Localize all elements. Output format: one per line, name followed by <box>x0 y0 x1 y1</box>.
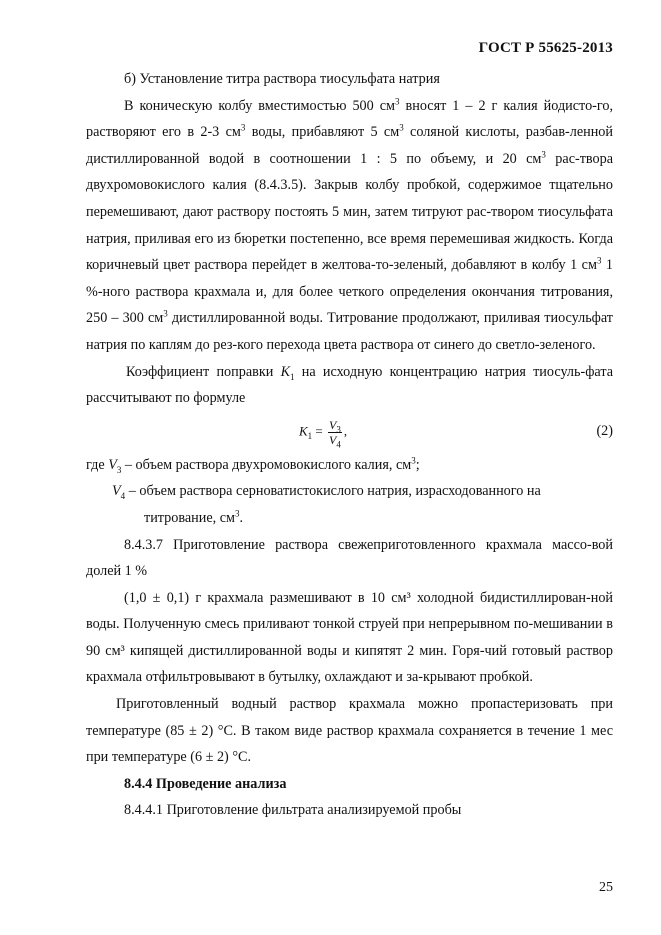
equation-number: (2) <box>596 422 613 439</box>
paragraph-starch-storage: Приготовленный водный раствор крахмала можно пропастеризовать при температуре (85 ± 2) °С. В таком виде раствор крахмала сохраняется в течение 1 мес при температуре (6 ± 2) °С. <box>86 696 613 766</box>
subsection-title-8441: 8.4.4.1 Приготовление фильтрата анализируемой пробы <box>124 802 462 819</box>
document-body <box>86 66 613 824</box>
page-number: 25 <box>599 880 613 895</box>
paragraph-correction-factor: Коэффициент поправки $K_1$ на исходную концентрацию натрия тиосуль-фата рассчитывают по формуле <box>86 363 613 407</box>
section-title-8437: 8.4.3.7 Приготовление раствора свежеприготовленного крахмала массо-вой долей 1 % <box>86 536 613 580</box>
section-title-b: б) Установление титра раствора тиосульфата натрия <box>124 71 440 87</box>
formula-expression: $K_1$ = $\frac{V_3}{V_4}$ , <box>299 417 348 450</box>
where-v4-continuation: титрование, $см^3$. <box>144 508 244 526</box>
section-title-844: 8.4.4 Проведение анализа <box>124 775 287 792</box>
formula-fraction: $\frac{V_3}{V_4}$ <box>329 417 341 450</box>
standard-code: ГОСТ Р 55625-2013 <box>478 40 613 56</box>
where-v4: $V_4$ – объем раствора серноватистокислого натрия, израсходованного на <box>112 483 541 502</box>
paragraph-starch-prep: (1,0 ± 0,1) г крахмала размешивают в 10 см³ холодной бидистиллирован-ной воды. Полученную смесь приливают тонкой струей при непрерывном по-мешивании в 90 см³ кипящей дистиллированной воды и кипятят 2 мин. Горя-чий готовый раствор крахмала отфильтровывают в бутылку, охлаждают и за-крывают пробкой. <box>86 589 613 686</box>
where-v3: где $V_3$ – объем раствора двухромовокислого калия, $см^3$; <box>86 454 420 475</box>
paragraph-titration-procedure: В коническую колбу вместимостью 500 $см^3$ вносят 1 – 2 г калия йодисто-го, растворяют его в 2-3 $см^3$ воды, прибавляют 5 $см^3$ соляной кислоты, разбав-ленной дистиллированной водой в соотношении 1 : 5 по объему, и 20 $см^3$ рас-твора двухромовокислого калия (8.4.3.5). Закрыв колбу пробкой, содержимое тщательно перемешивают, дают раствору постоять 5 мин, затем титруют рас-твором тиосульфата натрия, приливая его из бюретки постепенно, все время перемешивая жидкость. Когда коричневый цвет раствора перейдет в желтова-то-зеленый, добавляют в колбу 1 $см^3$ 1 %-ного раствора крахмала и, для более четкого определения окончания титрования, 250 – 300 $см^3$ дистиллированной воды. Титрование продолжают, приливая тиосульфат натрия по каплям до рез-кого перехода цвета раствора от синего до светло-зеленого. <box>86 95 614 353</box>
formula-2 <box>86 412 613 452</box>
